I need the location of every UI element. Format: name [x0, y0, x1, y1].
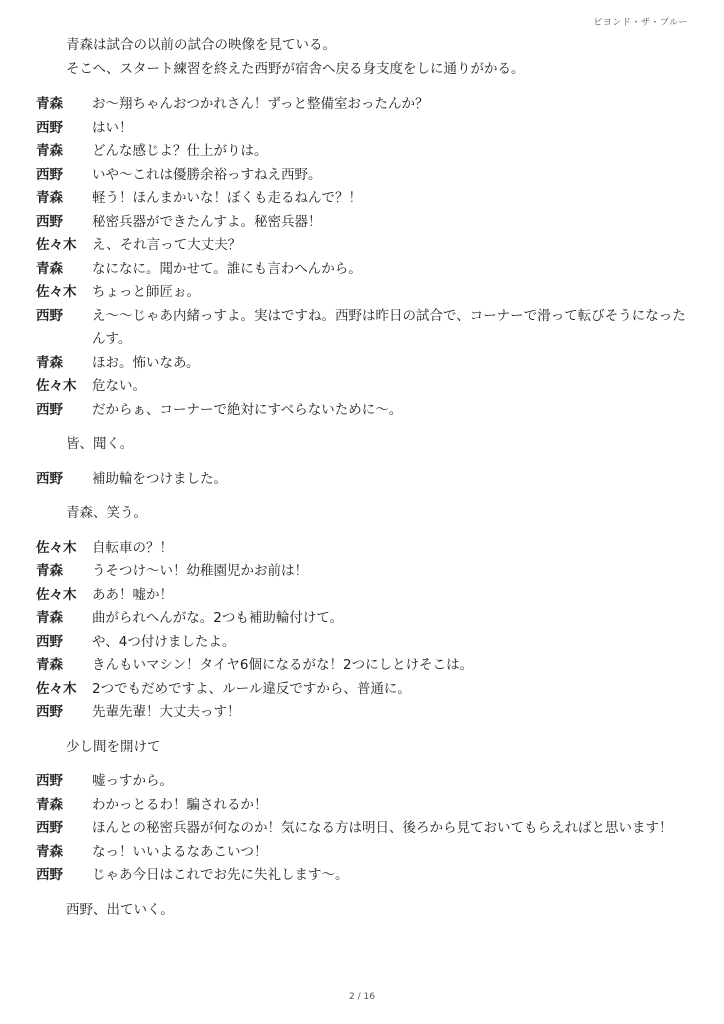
dialogue-line	[36, 140, 696, 164]
speaker-name: 西野	[36, 470, 63, 487]
speaker-name: 西野	[36, 213, 63, 230]
dialogue-text: 先輩先輩！大丈夫っす！	[92, 704, 241, 720]
dialogue-text: 軽う！ほんまかいな！ぼくも走るねんで？！	[92, 190, 362, 206]
dialogue-line	[36, 305, 696, 352]
dialogue-line	[36, 701, 696, 725]
dialogue-line	[36, 770, 696, 794]
speaker-name: 西野	[36, 166, 63, 183]
dialogue-line	[36, 211, 696, 235]
dialogue-line	[36, 117, 696, 141]
speaker-name: 西野	[36, 401, 63, 418]
dialogue-line	[36, 234, 696, 258]
dialogue-line	[36, 817, 696, 841]
dialogue-line	[36, 841, 696, 865]
stage-direction	[36, 34, 696, 81]
speaker-name: 青森	[36, 796, 63, 813]
dialogue-line	[36, 187, 696, 211]
stage-direction-line: 少し間を開けて	[66, 738, 161, 755]
dialogue-text: え〜〜じゃあ内緒っすよ。実はですね。西野は昨日の試合で、コーナーで滑って転びそうになったんす。	[92, 307, 686, 347]
dialogue-text: お〜翔ちゃんおつかれさん！ずっと整備室おったんか？	[92, 96, 429, 112]
dialogue-text: 危ない。	[92, 378, 146, 394]
dialogue-line	[36, 93, 696, 117]
speaker-name: 青森	[36, 260, 63, 277]
document-header-title: ビヨンド・ザ・ブルー	[593, 18, 688, 28]
speaker-name: 西野	[36, 704, 63, 720]
dialogue-text: 嘘っすから。	[92, 773, 173, 789]
dialogue-text: なになに。聞かせて。誰にも言わへんから。	[92, 260, 362, 277]
stage-direction	[36, 502, 696, 526]
script-body	[36, 34, 696, 933]
page-number: 2 / 16	[349, 992, 375, 1002]
stage-direction-line: そこへ、スタート練習を終えた西野が宿舎へ戻る身支度をしに通りがかる。	[66, 60, 525, 77]
speaker-name: 佐々木	[36, 237, 77, 253]
stage-direction-line: 青森、笑う。	[66, 505, 147, 521]
dialogue-line	[36, 607, 696, 631]
dialogue-text: 秘密兵器ができたんすよ。秘密兵器！	[92, 213, 322, 230]
dialogue-text: いや〜これは優勝余裕っすねえ西野。	[92, 166, 322, 183]
dialogue-text: ほお。怖いなあ。	[92, 354, 200, 371]
dialogue-line	[36, 281, 696, 305]
dialogue-text: 2つでもだめですよ、ルール違反ですから、普通に。	[92, 680, 411, 697]
dialogue-line	[36, 678, 696, 702]
stage-direction-line: 青森は試合の以前の試合の映像を見ている。	[66, 37, 336, 53]
dialogue-text: だからぁ、コーナーで絶対にすべらないために〜。	[92, 401, 403, 418]
dialogue-line	[36, 399, 696, 423]
speaker-name: 佐々木	[36, 586, 77, 603]
dialogue-text: え、それ言って大丈夫？	[92, 237, 242, 253]
dialogue-line	[36, 631, 696, 655]
speaker-name: 青森	[36, 563, 63, 579]
speaker-name: 青森	[36, 354, 63, 371]
dialogue-text: 曲がられへんがな。2つも補助輪付けて。	[92, 610, 344, 626]
dialogue-line	[36, 560, 696, 584]
dialogue-text: うそつけ〜い！幼稚園児かお前は！	[92, 563, 308, 579]
speaker-name: 青森	[36, 96, 63, 112]
dialogue-text: はい！	[92, 119, 133, 136]
dialogue-line	[36, 164, 696, 188]
speaker-name: 西野	[36, 119, 63, 136]
speaker-name: 西野	[36, 867, 63, 883]
dialogue-text: わかっとるわ！騙されるか！	[92, 796, 268, 813]
dialogue-line	[36, 258, 696, 282]
speaker-name: 佐々木	[36, 539, 77, 556]
speaker-name: 青森	[36, 190, 63, 206]
stage-direction	[36, 433, 696, 457]
speaker-name: 佐々木	[36, 680, 77, 697]
dialogue-text: じゃあ今日はこれでお先に失礼します〜。	[92, 867, 349, 883]
dialogue-text: どんな感じよ？仕上がりは。	[92, 143, 268, 159]
speaker-name: 西野	[36, 773, 63, 789]
dialogue-line	[36, 352, 696, 376]
dialogue-text: 補助輪をつけました。	[92, 470, 227, 487]
dialogue-line	[36, 794, 696, 818]
dialogue-line	[36, 537, 696, 561]
speaker-name: 佐々木	[36, 284, 77, 300]
dialogue-line	[36, 654, 696, 678]
dialogue-text: なっ！いいよるなあこいつ！	[92, 843, 268, 860]
stage-direction-line: 西野、出ていく。	[66, 901, 174, 918]
dialogue-text: ほんとの秘密兵器が何なのか！気になる方は明日、後ろから見ておいてもらえればと思います！	[92, 820, 673, 836]
dialogue-line	[36, 468, 696, 492]
stage-direction	[36, 899, 696, 923]
dialogue-text: ちょっと師匠ぉ。	[92, 284, 200, 300]
dialogue-text: や、4つ付けましたよ。	[92, 633, 236, 650]
speaker-name: 西野	[36, 307, 63, 324]
dialogue-text: 自転車の？！	[92, 539, 173, 556]
speaker-name: 西野	[36, 820, 63, 836]
dialogue-text: きんもいマシン！タイヤ6個になるがな！2つにしとけそこは。	[92, 657, 474, 673]
speaker-name: 青森	[36, 143, 63, 159]
speaker-name: 青森	[36, 610, 63, 626]
speaker-name: 西野	[36, 633, 63, 650]
stage-direction	[36, 736, 696, 760]
speaker-name: 青森	[36, 657, 63, 673]
dialogue-line	[36, 864, 696, 888]
stage-direction-line: 皆、聞く。	[66, 436, 134, 452]
speaker-name: 佐々木	[36, 378, 77, 394]
dialogue-text: ああ！嘘か！	[92, 586, 173, 603]
dialogue-line	[36, 584, 696, 608]
speaker-name: 青森	[36, 843, 63, 860]
dialogue-line	[36, 375, 696, 399]
